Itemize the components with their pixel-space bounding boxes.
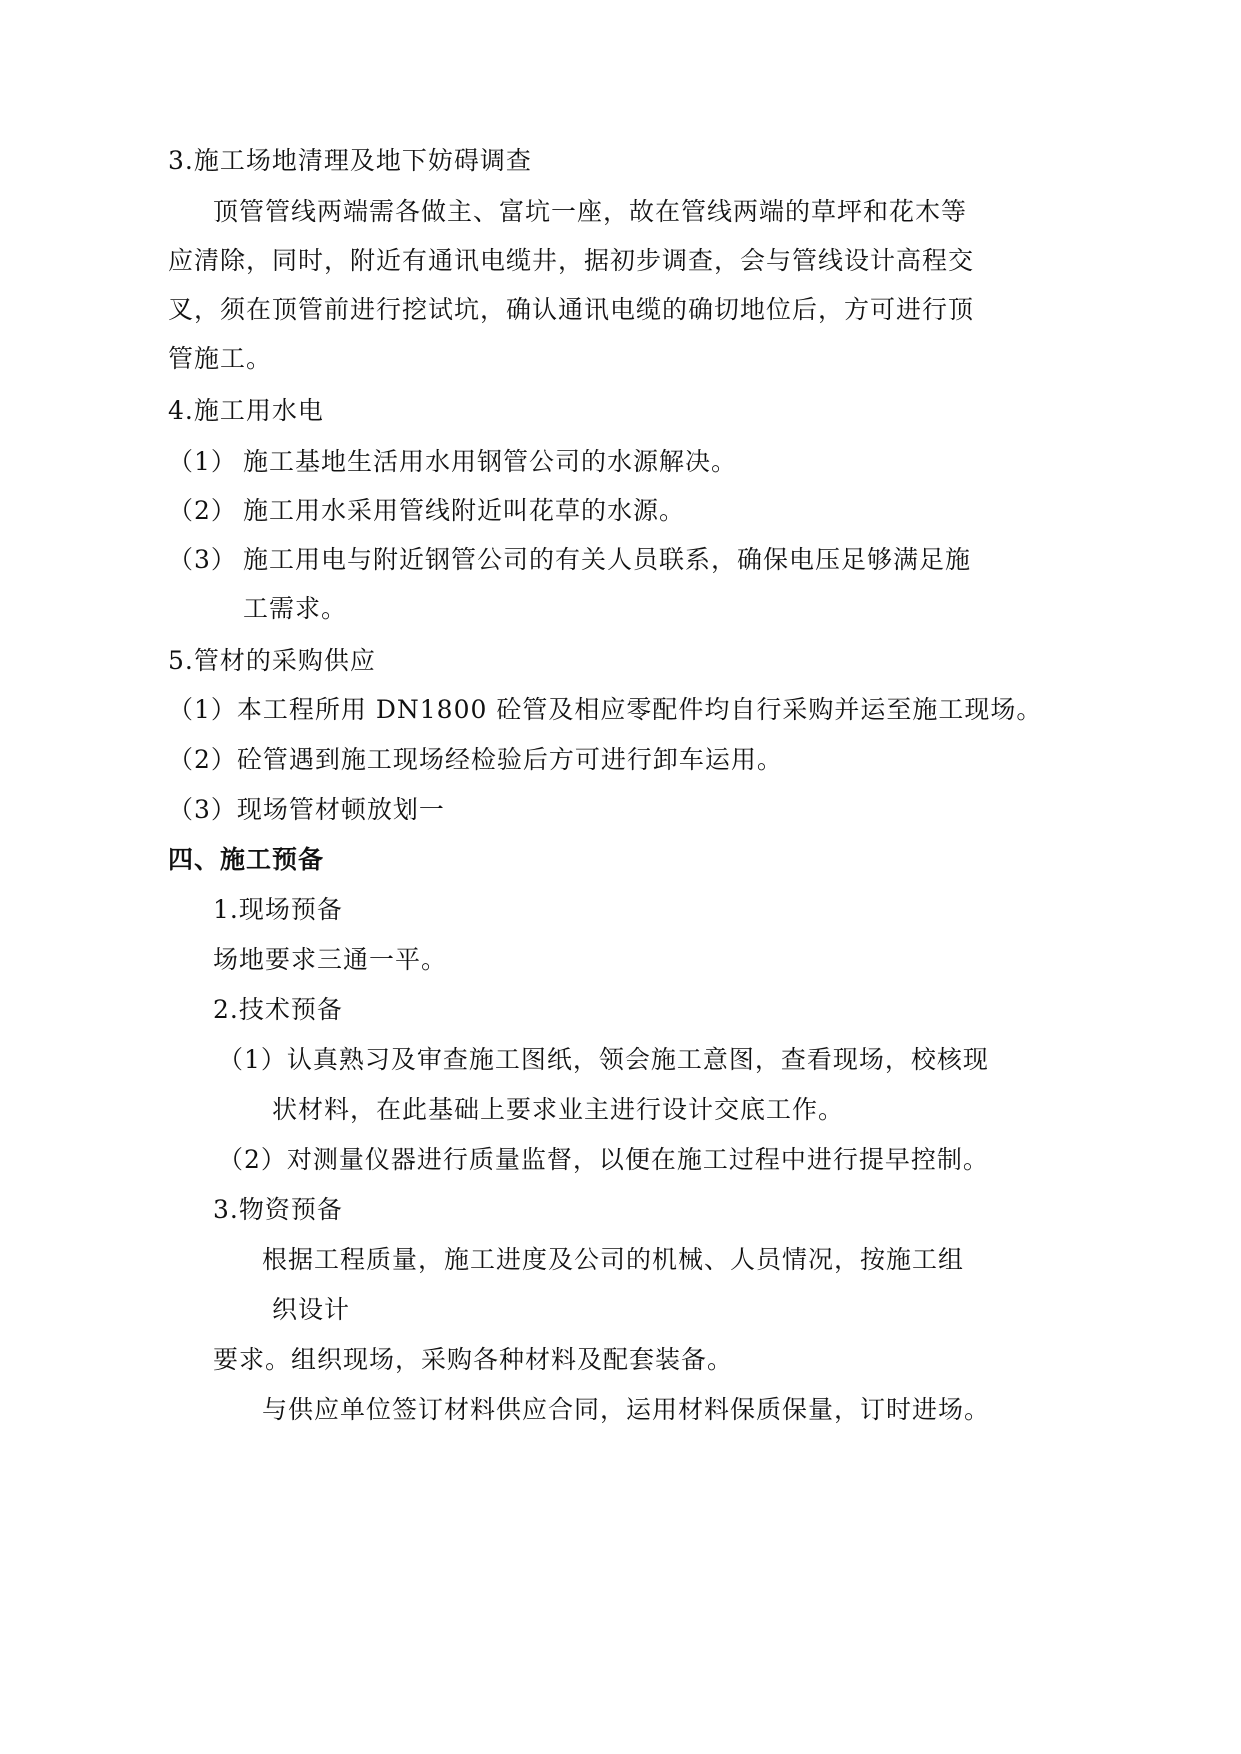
subsection-3-line-4: 与供应单位签订材料供应合同，运用材料保质保量，订时进场。 (262, 1395, 991, 1424)
subsection-3-line-1: 根据工程质量，施工进度及公司的机械、人员情况，按施工组 (262, 1245, 965, 1274)
section-4-item-1-number: （1） (168, 447, 237, 476)
subsection-2-item-2: （2）对测量仪器进行质量监督，以便在施工过程中进行提早控制。 (218, 1145, 989, 1174)
section-4-item-1-text: 施工基地生活用水用钢管公司的水源解决。 (243, 447, 738, 476)
section-4-item-2-number: （2） (168, 496, 237, 525)
subsection-1-text: 场地要求三通一平。 (213, 945, 448, 974)
section-3-paragraph-line-4: 管施工。 (168, 344, 273, 373)
subsection-3-title: 3.物资预备 (213, 1195, 343, 1224)
subsection-2-item-1-line-2: 状材料，在此基础上要求业主进行设计交底工作。 (272, 1095, 845, 1124)
section-4-item-3-number: （3） (168, 545, 237, 574)
section-5-item-2: （2）砼管遇到施工现场经检验后方可进行卸车运用。 (168, 745, 783, 774)
subsection-3-line-2: 织设计 (272, 1295, 351, 1324)
section-3-paragraph-line-2: 应清除，同时，附近有通讯电缆井，据初步调查，会与管线设计高程交 (168, 246, 975, 275)
chapter-4-title: 四、施工预备 (168, 845, 325, 874)
subsection-3-line-3: 要求。组织现场，采购各种材料及配套装备。 (213, 1345, 734, 1374)
section-5-item-1: （1）本工程所用 DN1800 砼管及相应零配件均自行采购并运至施工现场。 (168, 695, 1043, 724)
section-3-paragraph-line-1: 顶管管线两端需各做主、富坑一座，故在管线两端的草坪和花木等 (213, 197, 968, 226)
section-3-paragraph-line-3: 叉，须在顶管前进行挖试坑，确认通讯电缆的确切地位后，方可进行顶 (168, 295, 975, 324)
section-4-item-2-text: 施工用水采用管线附近叫花草的水源。 (243, 496, 686, 525)
section-5-title: 5.管材的采购供应 (168, 646, 376, 675)
subsection-1-title: 1.现场预备 (213, 895, 343, 924)
subsection-2-item-1-line-1: （1）认真熟习及审查施工图纸，领会施工意图，查看现场，校核现 (218, 1045, 989, 1074)
section-4-title: 4.施工用水电 (168, 396, 324, 425)
section-3-title: 3.施工场地清理及地下妨碍调查 (168, 146, 532, 175)
section-4-item-3-continuation: 工需求。 (243, 594, 348, 623)
section-5-item-3: （3）现场管材顿放划一 (168, 795, 445, 824)
subsection-2-title: 2.技术预备 (213, 995, 343, 1024)
section-4-item-3-text: 施工用电与附近钢管公司的有关人员联系，确保电压足够满足施 (243, 545, 972, 574)
